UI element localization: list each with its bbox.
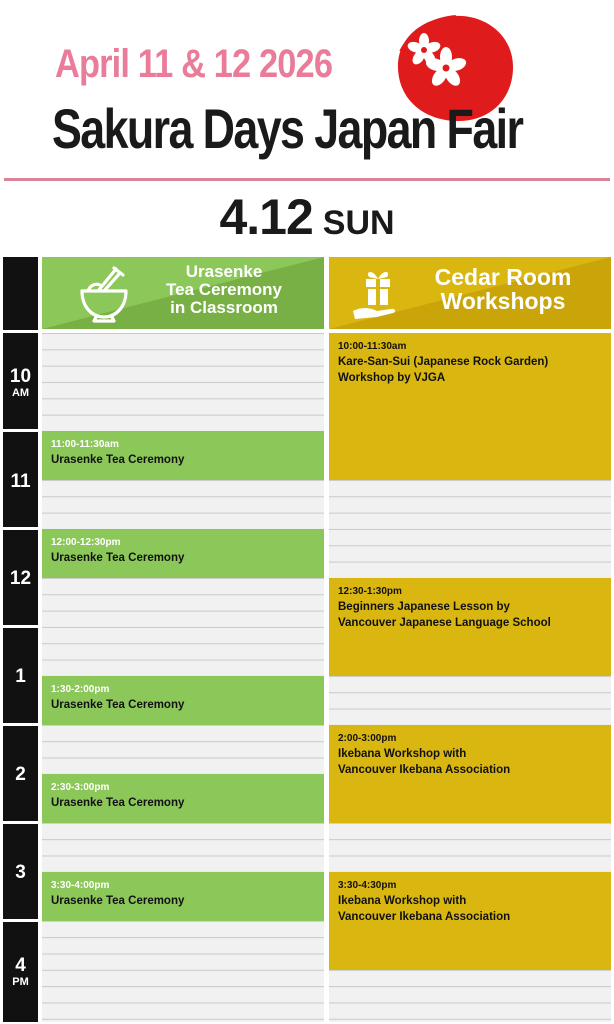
- event-time: 2:30-3:00pm: [51, 782, 110, 793]
- event-block[interactable]: [42, 872, 324, 921]
- event-time: 1:30-2:00pm: [51, 684, 110, 695]
- event-block[interactable]: [329, 333, 611, 480]
- cedar-room-header-title: Cedar Room Workshops: [434, 264, 572, 315]
- event-block[interactable]: [329, 578, 611, 676]
- event-time: 10:00-11:30am: [338, 341, 407, 352]
- tea-ceremony-header-title: Urasenke Tea Ceremony in Classroom: [166, 262, 282, 318]
- event-title: Beginners Japanese Lesson by Vancouver Japanese Language School: [338, 601, 551, 629]
- event-time: 2:00-3:00pm: [338, 733, 397, 744]
- event-block[interactable]: [329, 725, 611, 823]
- day-weekday: SUN: [322, 204, 395, 242]
- event-title: Urasenke Tea Ceremony: [51, 797, 185, 809]
- fair-title: Sakura Days Japan Fair: [52, 97, 523, 160]
- event-time: 3:30-4:00pm: [51, 880, 110, 891]
- event-time: 11:00-11:30am: [51, 439, 119, 450]
- event-time: 12:00-12:30pm: [51, 537, 121, 548]
- event-block[interactable]: [42, 774, 324, 823]
- header-divider: [4, 178, 610, 181]
- gift-hand-icon: [351, 263, 403, 323]
- event-title: Urasenke Tea Ceremony: [51, 895, 185, 907]
- event-block[interactable]: [42, 676, 324, 725]
- time-separator: [3, 821, 38, 824]
- hour-label-3: 3: [15, 862, 26, 883]
- event-time: 3:30-4:30pm: [338, 880, 397, 891]
- hour-label-10: 10 AM: [9, 366, 32, 399]
- day-title: [0, 188, 614, 246]
- hour-label-2: 2: [15, 764, 26, 785]
- fair-header: [0, 0, 614, 182]
- time-separator: [3, 723, 38, 726]
- fair-dates: April 11 & 12 2026: [55, 42, 333, 86]
- time-separator: [3, 429, 38, 432]
- event-title: Ikebana Workshop with Vancouver Ikebana Association: [338, 748, 511, 776]
- event-title: Urasenke Tea Ceremony: [51, 552, 185, 564]
- time-separator: [3, 625, 38, 628]
- event-title: Urasenke Tea Ceremony: [51, 454, 185, 466]
- day-date: 4.12: [219, 189, 313, 245]
- time-column: [3, 257, 38, 1022]
- hour-label-12: 12: [9, 568, 32, 589]
- matcha-bowl-icon: [76, 263, 132, 323]
- event-title: Urasenke Tea Ceremony: [51, 699, 185, 711]
- time-separator: [3, 527, 38, 530]
- hour-label-11: 11: [10, 471, 31, 492]
- event-title: Ikebana Workshop with Vancouver Ikebana Association: [338, 895, 511, 923]
- event-block[interactable]: [329, 872, 611, 970]
- event-time: 12:30-1:30pm: [338, 586, 402, 597]
- event-block[interactable]: [42, 529, 324, 578]
- time-separator: [3, 330, 38, 333]
- event-title: Kare-San-Sui (Japanese Rock Garden) Workshop by VJGA: [338, 356, 549, 384]
- time-separator: [3, 919, 38, 922]
- cedar-room-header: [329, 257, 611, 329]
- hour-label-4: 4 PM: [12, 955, 29, 988]
- tea-ceremony-header: [42, 257, 324, 329]
- hour-label-1: 1: [15, 666, 26, 687]
- event-block[interactable]: [42, 431, 324, 480]
